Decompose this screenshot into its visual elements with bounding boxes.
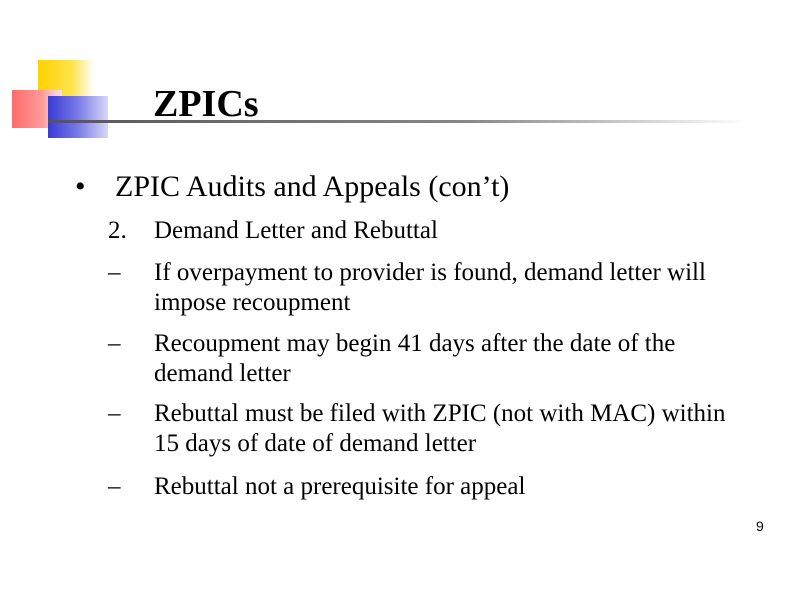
dash-item-text: Recoupment may begin 41 days after the date of the demand letter <box>154 330 676 387</box>
slide-title: ZPICs <box>153 83 259 125</box>
page-number: 9 <box>756 518 764 534</box>
numbered-item-marker: 2. <box>108 217 127 244</box>
dash-marker: – <box>108 330 121 357</box>
dash-marker: – <box>108 400 121 427</box>
main-bullet-text: ZPIC Audits and Appeals (con’t) <box>115 170 510 203</box>
dash-marker: – <box>108 259 121 286</box>
decorative-blue-square <box>48 96 108 138</box>
numbered-item-text: Demand Letter and Rebuttal <box>154 217 438 244</box>
dash-item-text: Rebuttal not a prerequisite for appeal <box>154 473 526 500</box>
bullet-marker: • <box>75 170 86 203</box>
dash-item-text: Rebuttal must be filed with ZPIC (not with MAC) within 15 days of date of demand letter <box>154 400 726 457</box>
dash-item-text: If overpayment to provider is found, demand letter will impose recoupment <box>154 259 706 316</box>
dash-marker: – <box>108 473 121 500</box>
